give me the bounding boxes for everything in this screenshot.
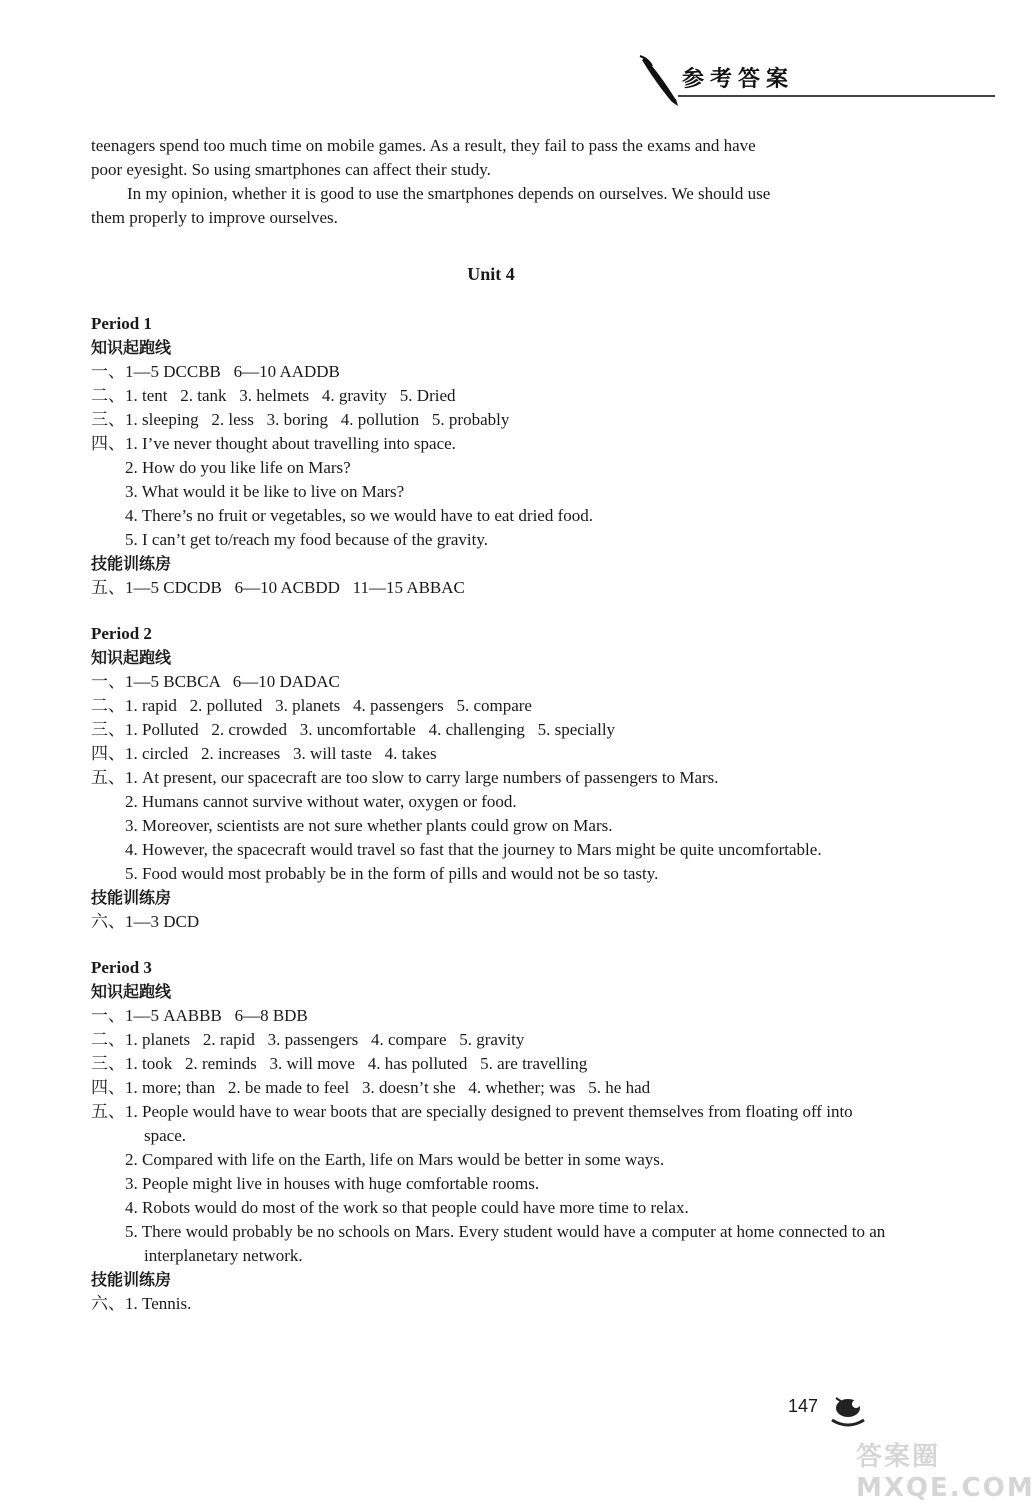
answer-subline: 4. Robots would do most of the work so that people could have more time to relax. — [125, 1198, 689, 1217]
intro-line: them properly to improve ourselves. — [91, 208, 338, 227]
period-block — [91, 312, 891, 600]
page-header — [630, 48, 995, 110]
answer-line: 六、1—3 DCD — [91, 912, 200, 931]
answer-line: 三、1. took 2. reminds 3. will move 4. has polluted 5. are travelling — [91, 1054, 588, 1073]
answer-line: 一、1—5 DCCBB 6—10 AADDB — [91, 362, 340, 381]
answer-subline: 2. How do you like life on Mars? — [125, 458, 351, 477]
header-rule — [678, 95, 995, 97]
answer-line: 五、1. At present, our spacecraft are too slow to carry large numbers of passengers to Mars. — [91, 768, 719, 787]
answer-subline: 4. However, the spacecraft would travel so fast that the journey to Mars might be quite uncomfortable. — [125, 840, 822, 859]
intro-paragraph-2 — [91, 182, 891, 230]
intro-line: teenagers spend too much time on mobile games. As a result, they fail to pass the exams and have — [91, 136, 756, 155]
period-title: Period 1 — [91, 314, 152, 333]
answer-subline: 2. Humans cannot survive without water, oxygen or food. — [125, 792, 517, 811]
answer-line: 三、1. Polluted 2. crowded 3. uncomfortable 4. challenging 5. specially — [91, 720, 616, 739]
pen-icon — [638, 54, 682, 106]
section-heading: 技能训练房 — [91, 1270, 172, 1289]
intro-line: In my opinion, whether it is good to use the smartphones depends on ourselves. We should use — [127, 184, 771, 203]
period-block — [91, 622, 891, 934]
answer-subline: 4. There’s no fruit or vegetables, so we would have to eat dried food. — [125, 506, 593, 525]
section-heading: 知识起跑线 — [91, 982, 172, 1001]
intro-paragraph-1 — [91, 134, 891, 182]
watermark: 答案圈 MXQE.COM — [856, 1442, 1035, 1503]
answer-line: 二、1. rapid 2. polluted 3. planets 4. passengers 5. compare — [91, 696, 532, 715]
answer-line: 一、1—5 AABBB 6—8 BDB — [91, 1006, 308, 1025]
answer-subline: 5. There would probably be no schools on Mars. Every student would have a computer at home connected to an interplanetary network. — [125, 1222, 886, 1265]
answer-line: 二、1. tent 2. tank 3. helmets 4. gravity 5. Dried — [91, 386, 456, 405]
period-title: Period 3 — [91, 958, 152, 977]
section-heading: 技能训练房 — [91, 888, 172, 907]
answer-subline: 3. People might live in houses with huge comfortable rooms. — [125, 1174, 540, 1193]
answer-subline: 5. Food would most probably be in the form of pills and would not be so tasty. — [125, 864, 659, 883]
mascot-icon — [826, 1390, 870, 1430]
answer-line: 四、1. circled 2. increases 3. will taste 4. takes — [91, 744, 437, 763]
answer-line: 四、1. more; than 2. be made to feel 3. doesn’t she 4. whether; was 5. he had — [91, 1078, 651, 1097]
answer-subline: 3. Moreover, scientists are not sure whether plants could grow on Mars. — [125, 816, 613, 835]
section-heading: 知识起跑线 — [91, 338, 172, 357]
answer-subline: 3. What would it be like to live on Mars? — [125, 482, 405, 501]
unit-title: Unit 4 — [467, 264, 515, 284]
answer-line: 四、1. I’ve never thought about travelling into space. — [91, 434, 456, 453]
header-title: 参考答案 — [682, 67, 795, 92]
answer-line: 六、1. Tennis. — [91, 1294, 192, 1313]
answer-line: 一、1—5 BCBCA 6—10 DADAC — [91, 672, 340, 691]
answer-subline: 2. Compared with life on the Earth, life on Mars would be better in some ways. — [125, 1150, 665, 1169]
answer-content — [91, 134, 891, 1338]
answer-line: 二、1. planets 2. rapid 3. passengers 4. compare 5. gravity — [91, 1030, 525, 1049]
section-heading: 知识起跑线 — [91, 648, 172, 667]
answer-line: 三、1. sleeping 2. less 3. boring 4. pollution 5. probably — [91, 410, 510, 429]
answer-line: 五、1. People would have to wear boots that are specially designed to prevent themselves from floating off into space. — [91, 1102, 853, 1145]
section-heading: 技能训练房 — [91, 554, 172, 573]
page-number: 147 — [788, 1396, 819, 1416]
period-title: Period 2 — [91, 624, 152, 643]
period-block — [91, 956, 891, 1316]
answer-subline: 5. I can’t get to/reach my food because of the gravity. — [125, 530, 489, 549]
intro-line: poor eyesight. So using smartphones can affect their study. — [91, 160, 491, 179]
page-footer — [788, 1390, 1035, 1503]
answer-line: 五、1—5 CDCDB 6—10 ACBDD 11—15 ABBAC — [91, 578, 465, 597]
